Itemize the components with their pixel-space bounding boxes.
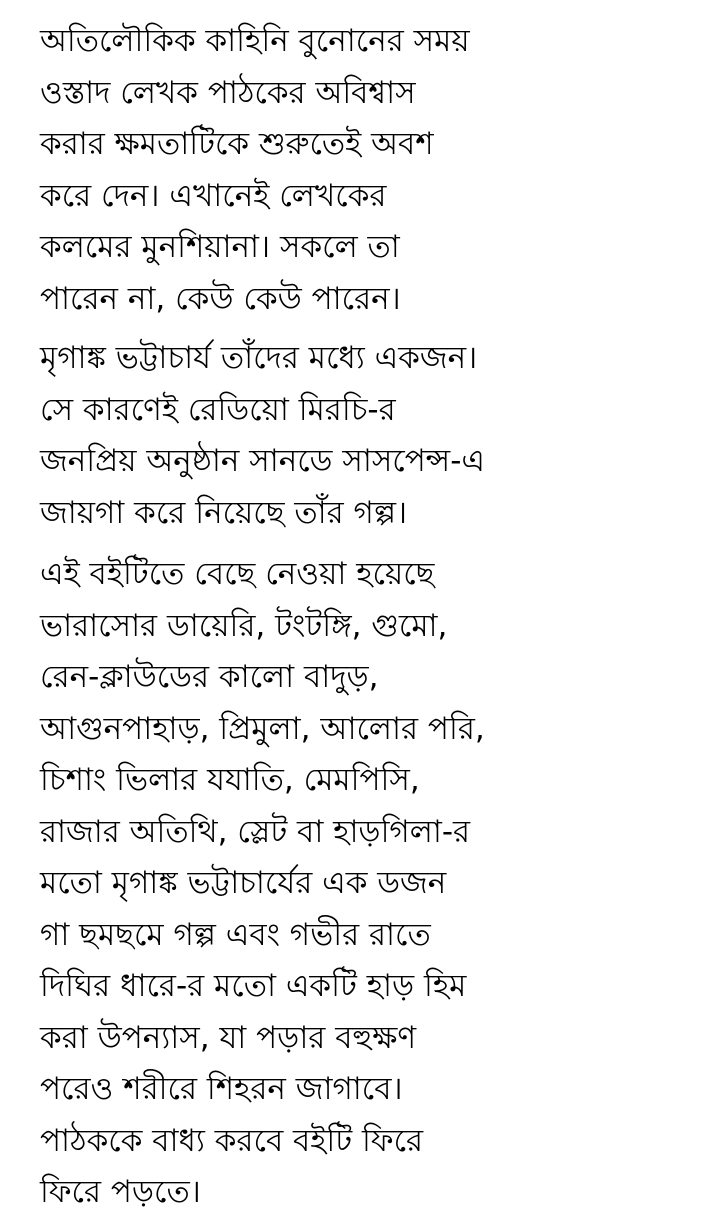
text-line: মৃগাঙ্ক ভট্টাচার্য তাঁদের মধ্যে একজন। xyxy=(40,340,478,376)
text-line: ভারাসোর ডায়েরি, টংটঙ্গি, গুমো, xyxy=(40,607,448,644)
text-line: ওস্তাদ লেখক পাঠকের অবিশ্বাস xyxy=(40,74,416,111)
paragraph-author xyxy=(40,333,687,539)
text-line: সে কারণেই রেডিয়ো মিরচি-র xyxy=(40,391,396,428)
text-line: কলমের মুনশিয়ানা। সকলে তা xyxy=(40,229,400,265)
text-line: পারেন না, কেউ কেউ পারেন। xyxy=(40,280,401,317)
text-line: দিঘির ধারে-র মতো একটি হাড় হিম xyxy=(40,968,467,1004)
text-line: করার ক্ষমতাটিকে শুরুতেই অবশ xyxy=(40,126,434,162)
text-line: রাজার অতিথি, স্লেট বা হাড়গিলা-র xyxy=(40,813,471,850)
text-line: মতো মৃগাঙ্ক ভট্টাচার্যের এক ডজন xyxy=(40,865,447,901)
text-line: জনপ্রিয় অনুষ্ঠান সানডে সাসপেন্স-এ xyxy=(40,443,485,479)
paragraph-intro xyxy=(40,16,687,325)
text-line: পরেও শরীরে শিহরন জাগাবে। xyxy=(40,1071,403,1107)
text-line: রেন-ক্লাউডের কালো বাদুড়, xyxy=(40,659,379,695)
text-line: পাঠককে বাধ্য করবে বইটি ফিরে xyxy=(40,1122,424,1159)
text-line: করে দেন। এখানেই লেখকের xyxy=(40,177,387,214)
text-line: জায়গা করে নিয়েছে তাঁর গল্প। xyxy=(40,494,408,531)
text-line: এই বইটিতে বেছে নেওয়া হয়েছে xyxy=(40,556,435,592)
text-line: ফিরে পড়তে। xyxy=(40,1174,201,1210)
text-line: করা উপন্যাস, যা পড়ার বহুক্ষণ xyxy=(40,1019,417,1056)
text-line: অতিলৌকিক কাহিনি বুনোনের সময় xyxy=(40,23,470,59)
text-line: গা ছমছমে গল্প এবং গভীর রাতে xyxy=(40,916,431,953)
text-line: চিশাং ভিলার যযাতি, মেমপিসি, xyxy=(40,762,420,798)
text-line: আগুনপাহাড়, প্রিমুলা, আলোর পরি, xyxy=(40,710,485,747)
paragraph-contents xyxy=(40,549,687,1219)
